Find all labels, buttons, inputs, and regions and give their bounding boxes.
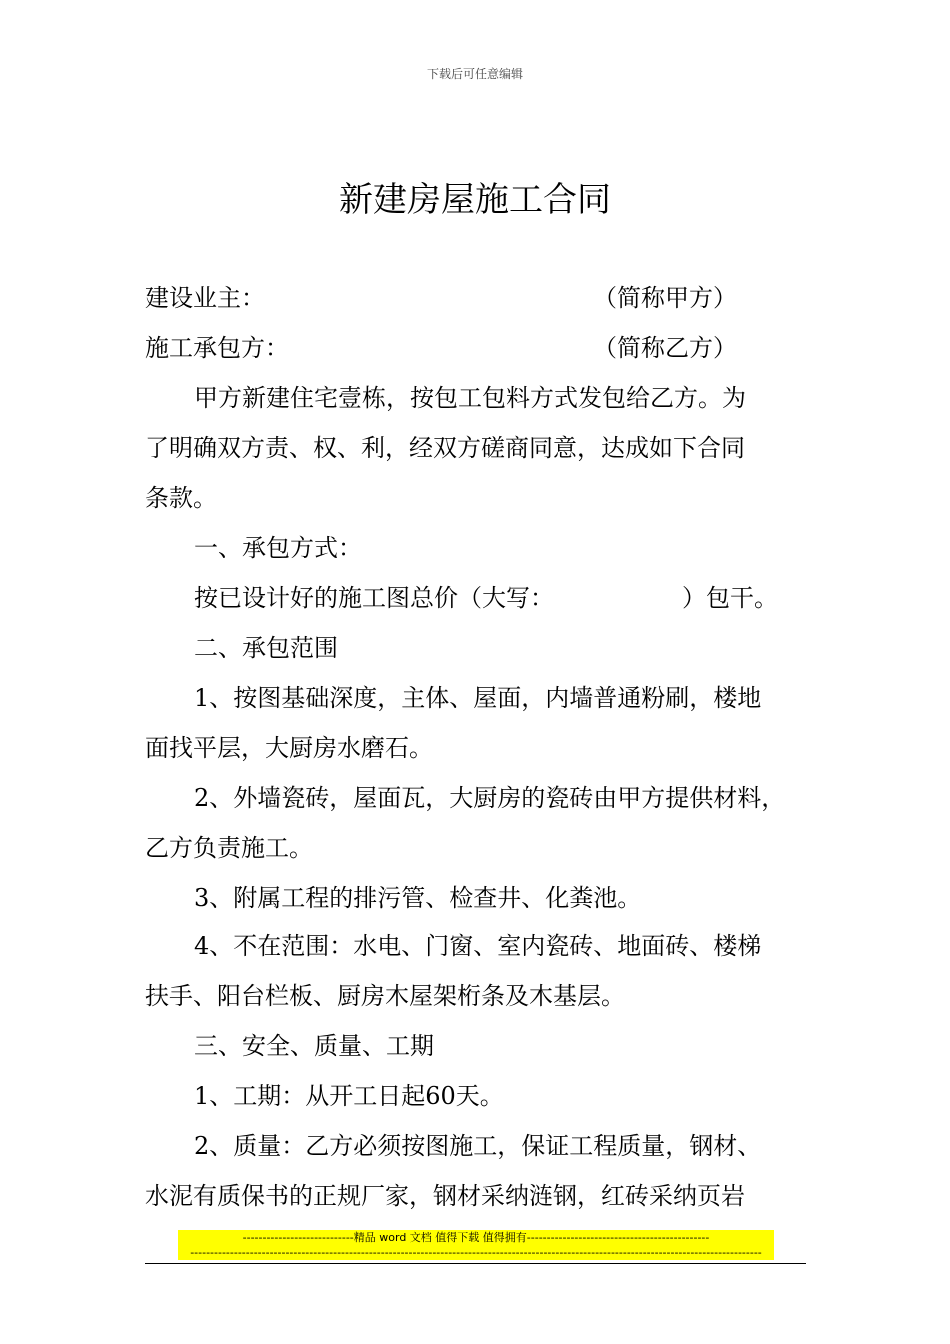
party-note: （简称乙方） (593, 334, 737, 362)
clause-line: 4、不在范围：水电、门窗、室内瓷砖、地面砖、楼梯 (194, 932, 762, 960)
clause-line: 2、外墙瓷砖，屋面瓦，大厨房的瓷砖由甲方提供材料， (194, 784, 786, 812)
section-heading: 二、承包范围 (194, 634, 338, 662)
clause-line: 1、按图基础深度，主体、屋面，内墙普通粉刷，楼地 (194, 684, 762, 712)
intro-line: 甲方新建住宅壹栋，按包工包料方式发包给乙方。为 (194, 384, 746, 412)
party-label: 建设业主： (145, 284, 265, 312)
price-text-start: 按已设计好的施工图总价（大写： (194, 584, 554, 612)
clause-line: 乙方负责施工。 (145, 834, 313, 862)
price-text-end: ）包干。 (682, 584, 778, 612)
intro-line: 条款。 (145, 484, 217, 512)
clause-line: 2、质量：乙方必须按图施工，保证工程质量，钢材、 (194, 1132, 762, 1160)
party-label: 施工承包方： (145, 334, 289, 362)
party-row-owner (0, 273, 950, 323)
clause-line: 1、工期：从开工日起60天。 (194, 1082, 504, 1110)
document-title: 新建房屋施工合同 (339, 180, 611, 220)
footer-promo-line: ----------------------------精品 word 文档 值得下载 值得拥有---------------------------------------------- (178, 1230, 774, 1245)
contract-price-line (194, 573, 778, 623)
party-row-contractor (0, 323, 950, 373)
page-header-note: 下载后可任意编辑 (426, 67, 523, 81)
footer-dash-line: ------------------------------------------------------------------------------------------------------------------------------------------------ (178, 1245, 774, 1260)
footer-rule (145, 1263, 806, 1264)
section-heading: 一、承包方式： (194, 534, 362, 562)
clause-line: 面找平层，大厨房水磨石。 (145, 734, 433, 762)
section-heading: 三、安全、质量、工期 (194, 1032, 434, 1060)
clause-line: 扶手、阳台栏板、厨房木屋架桁条及木基层。 (145, 982, 625, 1010)
clause-line: 水泥有质保书的正规厂家，钢材采纳涟钢，红砖采纳页岩 (145, 1182, 745, 1210)
clause-line: 3、附属工程的排污管、检查井、化粪池。 (194, 884, 642, 912)
intro-line: 了明确双方责、权、利，经双方磋商同意，达成如下合同 (145, 434, 745, 462)
party-note: （简称甲方） (593, 284, 737, 312)
